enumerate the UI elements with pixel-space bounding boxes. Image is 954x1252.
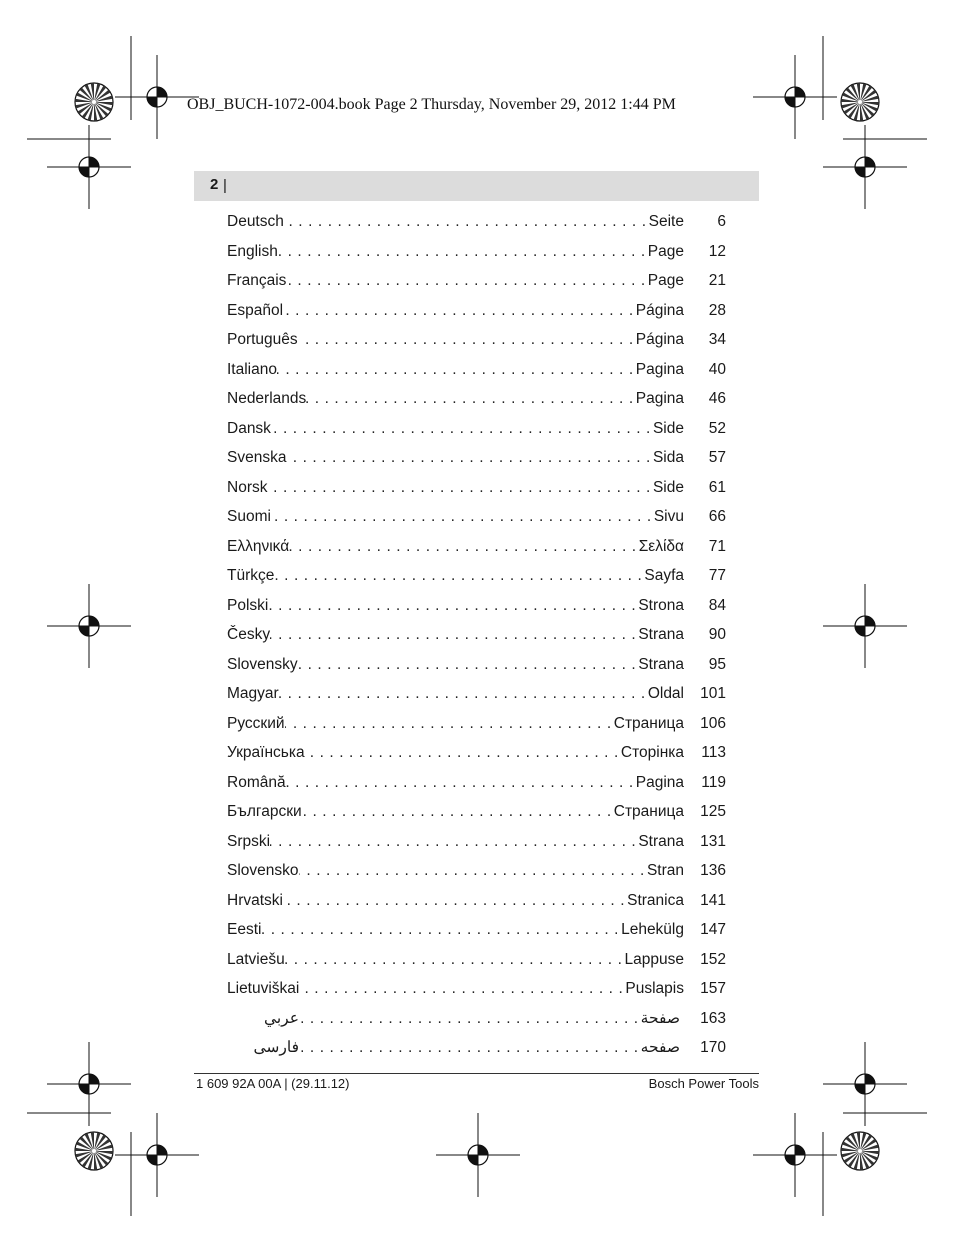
toc-entry — [227, 827, 726, 857]
page-number-separator: | — [223, 177, 227, 194]
toc-language: فارسی — [253, 1039, 299, 1056]
toc-entry — [227, 384, 726, 414]
toc-leader-dots — [285, 945, 625, 975]
toc-page-word: Stranica — [627, 891, 684, 909]
toc-language: Nederlands — [227, 390, 307, 407]
toc-page-number: 119 — [701, 773, 726, 791]
toc-page-number: 163 — [700, 1009, 726, 1027]
toc-entry — [227, 502, 726, 532]
toc-page-number: 90 — [708, 626, 726, 643]
toc-page-word: Sivu — [653, 508, 684, 525]
toc-leader-dots — [274, 561, 644, 591]
toc-language: Slovensko — [227, 862, 299, 879]
toc-page-number: 131 — [700, 832, 726, 850]
toc-leader-dots — [283, 296, 636, 326]
toc-entry — [227, 296, 726, 326]
toc-entry — [227, 709, 726, 739]
toc-entry — [227, 414, 726, 444]
toc-page-number: 84 — [708, 596, 726, 614]
toc-page-word: Pagina — [635, 360, 684, 378]
toc-page-number: 71 — [708, 537, 726, 555]
star-target-mark — [75, 1132, 113, 1170]
toc-leader-dots — [286, 768, 636, 798]
toc-page-number: 106 — [700, 714, 726, 732]
toc-language: Български — [227, 803, 302, 820]
toc-page-word: Strana — [638, 655, 684, 673]
table-of-contents — [227, 207, 726, 1063]
toc-language: Português — [227, 331, 298, 348]
toc-page-word: Страница — [613, 714, 684, 732]
toc-page-number: 157 — [700, 980, 726, 997]
toc-language: Ελληνικά — [227, 537, 290, 555]
toc-leader-dots — [298, 325, 636, 355]
toc-language: Hrvatski — [227, 891, 283, 909]
toc-language: Türkçe — [227, 567, 275, 584]
toc-page-number: 170 — [700, 1039, 726, 1056]
toc-entry — [227, 650, 726, 680]
registration-mark — [753, 1113, 837, 1197]
toc-page-number: 136 — [700, 862, 726, 879]
page-number: 2 — [210, 176, 219, 193]
registration-mark — [823, 584, 907, 668]
toc-leader-dots — [305, 738, 621, 768]
toc-page-word: Sida — [652, 449, 684, 466]
toc-leader-dots — [302, 797, 614, 827]
toc-leader-dots — [306, 384, 635, 414]
toc-leader-dots — [270, 620, 638, 650]
registration-mark — [436, 1113, 520, 1197]
toc-leader-dots — [268, 591, 638, 621]
toc-language: Українська — [227, 744, 305, 761]
toc-language: Deutsch — [227, 213, 284, 230]
toc-leader-dots — [277, 355, 636, 385]
toc-page-word: Lehekülg — [621, 921, 684, 938]
toc-entry — [227, 886, 726, 916]
toc-language: Italiano — [227, 360, 277, 378]
toc-entry — [227, 325, 726, 355]
toc-page-number: 57 — [708, 449, 726, 466]
toc-language: English — [227, 242, 278, 260]
toc-language: Svenska — [227, 449, 287, 466]
toc-entry — [227, 915, 726, 945]
toc-leader-dots — [284, 207, 649, 237]
toc-leader-dots — [278, 237, 648, 267]
toc-page-number: 66 — [708, 508, 726, 525]
toc-language: Français — [227, 272, 287, 289]
toc-page-word: Sayfa — [644, 567, 684, 584]
toc-page-number: 61 — [708, 478, 726, 496]
toc-language: Eesti — [227, 921, 262, 938]
toc-page-number: 113 — [701, 744, 726, 761]
toc-leader-dots — [270, 827, 638, 857]
toc-entry — [227, 768, 726, 798]
toc-leader-dots — [286, 266, 647, 296]
toc-page-word: Página — [635, 331, 684, 348]
toc-entry — [227, 738, 726, 768]
toc-page-number: 34 — [708, 331, 726, 348]
toc-entry — [227, 620, 726, 650]
toc-page-word: Side — [652, 478, 684, 496]
toc-page-word: Page — [647, 242, 684, 260]
toc-page-word: Pagina — [635, 390, 684, 407]
toc-entry — [227, 974, 726, 1004]
star-target-mark — [841, 83, 879, 121]
toc-page-word: صفحة — [640, 1009, 680, 1027]
toc-language: Slovensky — [227, 655, 298, 673]
toc-entry — [227, 1004, 726, 1034]
toc-leader-dots — [299, 974, 625, 1004]
toc-page-number: 12 — [708, 242, 726, 260]
toc-language: عربي — [263, 1009, 299, 1027]
toc-language: Srpski — [227, 832, 271, 850]
registration-mark — [753, 55, 837, 139]
toc-entry — [227, 797, 726, 827]
toc-page-word: Страница — [613, 803, 684, 820]
toc-page-number: 141 — [700, 891, 726, 909]
toc-page-number: 46 — [708, 390, 726, 407]
toc-language: Suomi — [227, 508, 271, 525]
toc-language: Română — [227, 773, 286, 791]
toc-leader-dots — [289, 532, 639, 562]
toc-entry — [227, 443, 726, 473]
toc-page-word: Σελίδα — [638, 537, 684, 555]
toc-page-word: Stran — [646, 862, 684, 879]
toc-language: Polski — [227, 596, 269, 614]
toc-page-word: Strana — [638, 626, 684, 643]
toc-page-number: 101 — [700, 685, 726, 702]
toc-language: Español — [227, 301, 284, 319]
toc-page-word: Puslapis — [625, 980, 684, 997]
toc-language: Česky — [227, 626, 271, 643]
toc-leader-dots — [298, 650, 639, 680]
toc-page-number: 40 — [708, 360, 726, 378]
toc-entry — [227, 532, 726, 562]
registration-mark — [115, 1113, 199, 1197]
toc-leader-dots — [283, 886, 627, 916]
toc-page-word: Página — [635, 301, 684, 319]
toc-page-word: Page — [647, 272, 684, 289]
toc-entry — [227, 856, 726, 886]
footer-brand: Bosch Power Tools — [648, 1076, 759, 1091]
toc-page-number: 28 — [708, 301, 726, 319]
star-target-mark — [75, 83, 113, 121]
print-slug: OBJ_BUCH-1072-004.book Page 2 Thursday, November 29, 2012 1:44 PM — [187, 96, 676, 113]
toc-leader-dots — [271, 502, 654, 532]
toc-page-number: 21 — [708, 272, 726, 289]
toc-leader-dots — [299, 856, 647, 886]
toc-entry — [227, 561, 726, 591]
registration-mark — [47, 125, 131, 209]
toc-entry — [227, 266, 726, 296]
toc-leader-dots — [286, 443, 653, 473]
toc-leader-dots — [267, 473, 652, 503]
toc-page-number: 147 — [700, 921, 726, 938]
toc-entry — [227, 473, 726, 503]
toc-entry — [227, 1033, 726, 1063]
toc-page-number: 52 — [708, 419, 726, 437]
toc-leader-dots — [299, 1004, 641, 1034]
toc-language: Lietuviškai — [227, 980, 300, 997]
toc-entry — [227, 207, 726, 237]
toc-page-number: 6 — [717, 213, 726, 230]
toc-entry — [227, 591, 726, 621]
toc-leader-dots — [299, 1033, 641, 1063]
footer-document-number: 1 609 92A 00A | (29.11.12) — [196, 1076, 350, 1091]
toc-language: Русский — [227, 714, 285, 732]
toc-page-word: Strana — [638, 832, 684, 850]
toc-page-word: صفحه — [640, 1039, 680, 1056]
toc-leader-dots — [285, 709, 614, 739]
toc-page-word: Oldal — [647, 685, 684, 702]
toc-entry — [227, 355, 726, 385]
toc-page-number: 95 — [708, 655, 726, 673]
toc-page-word: Strona — [638, 596, 684, 614]
toc-page-number: 77 — [708, 567, 726, 584]
toc-entry — [227, 679, 726, 709]
page-header-band — [194, 171, 759, 201]
toc-language: Latviešu — [227, 950, 285, 968]
registration-mark — [823, 125, 907, 209]
toc-leader-dots — [279, 679, 648, 709]
toc-page-number: 152 — [700, 950, 726, 968]
star-target-mark — [841, 1132, 879, 1170]
toc-language: Dansk — [227, 419, 271, 437]
toc-page-word: Lappuse — [624, 950, 684, 968]
toc-language: Magyar — [227, 685, 279, 702]
toc-leader-dots — [271, 414, 653, 444]
footer-rule — [194, 1073, 759, 1074]
toc-leader-dots — [261, 915, 621, 945]
toc-entry — [227, 237, 726, 267]
toc-page-number: 125 — [700, 803, 726, 820]
toc-page-word: Pagina — [635, 773, 684, 791]
toc-language: Norsk — [227, 478, 268, 496]
toc-page-word: Сторінка — [620, 744, 684, 761]
toc-page-word: Side — [652, 419, 684, 437]
registration-mark — [47, 584, 131, 668]
toc-entry — [227, 945, 726, 975]
toc-page-word: Seite — [648, 213, 684, 230]
